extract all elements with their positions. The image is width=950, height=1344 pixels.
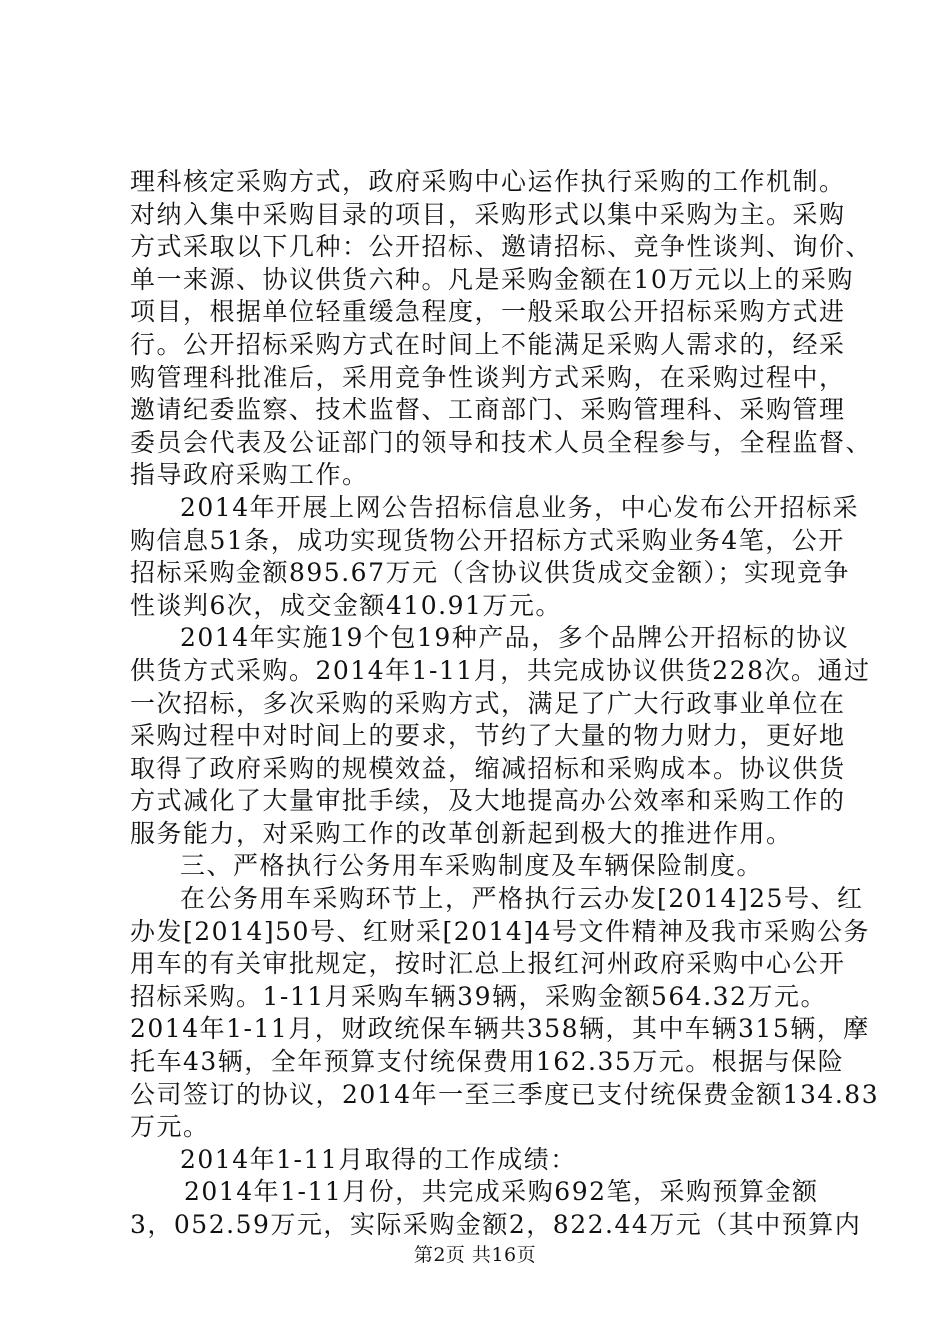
paragraph-first-line: 2014年1-11月份，共完成采购692笔，采购预算金额 — [184, 1177, 819, 1207]
text-line: 方式减化了大量审批手续，及大地提高办公效率和采购工作的 — [130, 786, 846, 816]
text-line: 委员会代表及公证部门的领导和技术人员全程参与，全程监督、 — [130, 427, 873, 457]
text-line: 性谈判6次，成交金额410.91万元。 — [130, 590, 562, 620]
page-number-footer: 第2页 共16页 — [413, 1244, 537, 1266]
text-line: 行。公开招标采购方式在时间上不能满足采购人需求的，经采 — [130, 329, 846, 359]
text-line: 项目，根据单位轻重缓急程度，一般采取公开招标采购方式进 — [130, 297, 846, 327]
text-line: 服务能力，对采购工作的改革创新起到极大的推进作用。 — [130, 818, 793, 848]
text-line: 招标采购。1-11月采购车辆39辆，采购金额564.32万元。 — [130, 981, 827, 1011]
text-line: 采购过程中对时间上的要求，节约了大量的物力财力，更好地 — [130, 721, 846, 751]
text-line: 理科核定采购方式，政府采购中心运作执行采购的工作机制。 — [130, 167, 846, 196]
text-line: 供货方式采购。2014年1-11月，共完成协议供货228次。通过 — [130, 655, 871, 685]
paragraph-first-line: 2014年开展上网公告招标信息业务，中心发布公开招标采 — [180, 492, 860, 522]
text-line: 购管理科批准后，采用竞争性谈判方式采购，在采购过程中， — [130, 362, 846, 392]
document-body — [130, 166, 880, 1242]
text-line: 方式采取以下几种：公开招标、邀请招标、竞争性谈判、询价、 — [130, 232, 873, 262]
text-line: 一次招标，多次采购的采购方式，满足了广大行政事业单位在 — [130, 688, 846, 718]
text-line: 指导政府采购工作。 — [130, 460, 369, 490]
text-line: 托车43辆，全年预算支付统保费用162.35万元。根据与保险 — [130, 1047, 845, 1077]
text-line: 2014年1-11月，财政统保车辆共358辆，其中车辆315辆，摩 — [130, 1014, 870, 1044]
text-line: 万元。 — [130, 1112, 210, 1142]
text-line: 购信息51条，成功实现货物公开招标方式采购业务4笔，公开 — [130, 525, 845, 555]
text-line: 招标采购金额895.67万元（含协议供货成交金额）；实现竞争 — [130, 558, 850, 588]
paragraph-first-line: 在公务用车采购环节上，严格执行云办发[2014]25号、红 — [180, 884, 864, 914]
paragraph-first-line: 2014年实施19个包19种产品，多个品牌公开招标的协议 — [180, 623, 850, 653]
text-line: 3，052.59万元，实际采购金额2，822.44万元（其中预算内 — [130, 1210, 862, 1239]
text-line: 办发[2014]50号、红财采[2014]4号文件精神及我市采购公务 — [130, 916, 870, 946]
section-heading: 三、严格执行公务用车采购制度及车辆保险制度。 — [180, 851, 764, 881]
subheading: 2014年1-11月取得的工作成绩： — [180, 1144, 577, 1174]
text-line: 单一来源、协议供货六种。凡是采购金额在10万元以上的采购 — [130, 264, 854, 294]
text-line: 取得了政府采购的规模效益，缩减招标和采购成本。协议供货 — [130, 753, 846, 783]
text-line: 用车的有关审批规定，按时汇总上报红河州政府采购中心公开 — [130, 949, 846, 979]
text-line: 公司签订的协议，2014年一至三季度已支付统保费金额134.83 — [130, 1079, 880, 1109]
text-line: 邀请纪委监察、技术监督、工商部门、采购管理科、采购管理 — [130, 395, 846, 425]
text-line: 对纳入集中采购目录的项目，采购形式以集中采购为主。采购 — [130, 199, 846, 229]
